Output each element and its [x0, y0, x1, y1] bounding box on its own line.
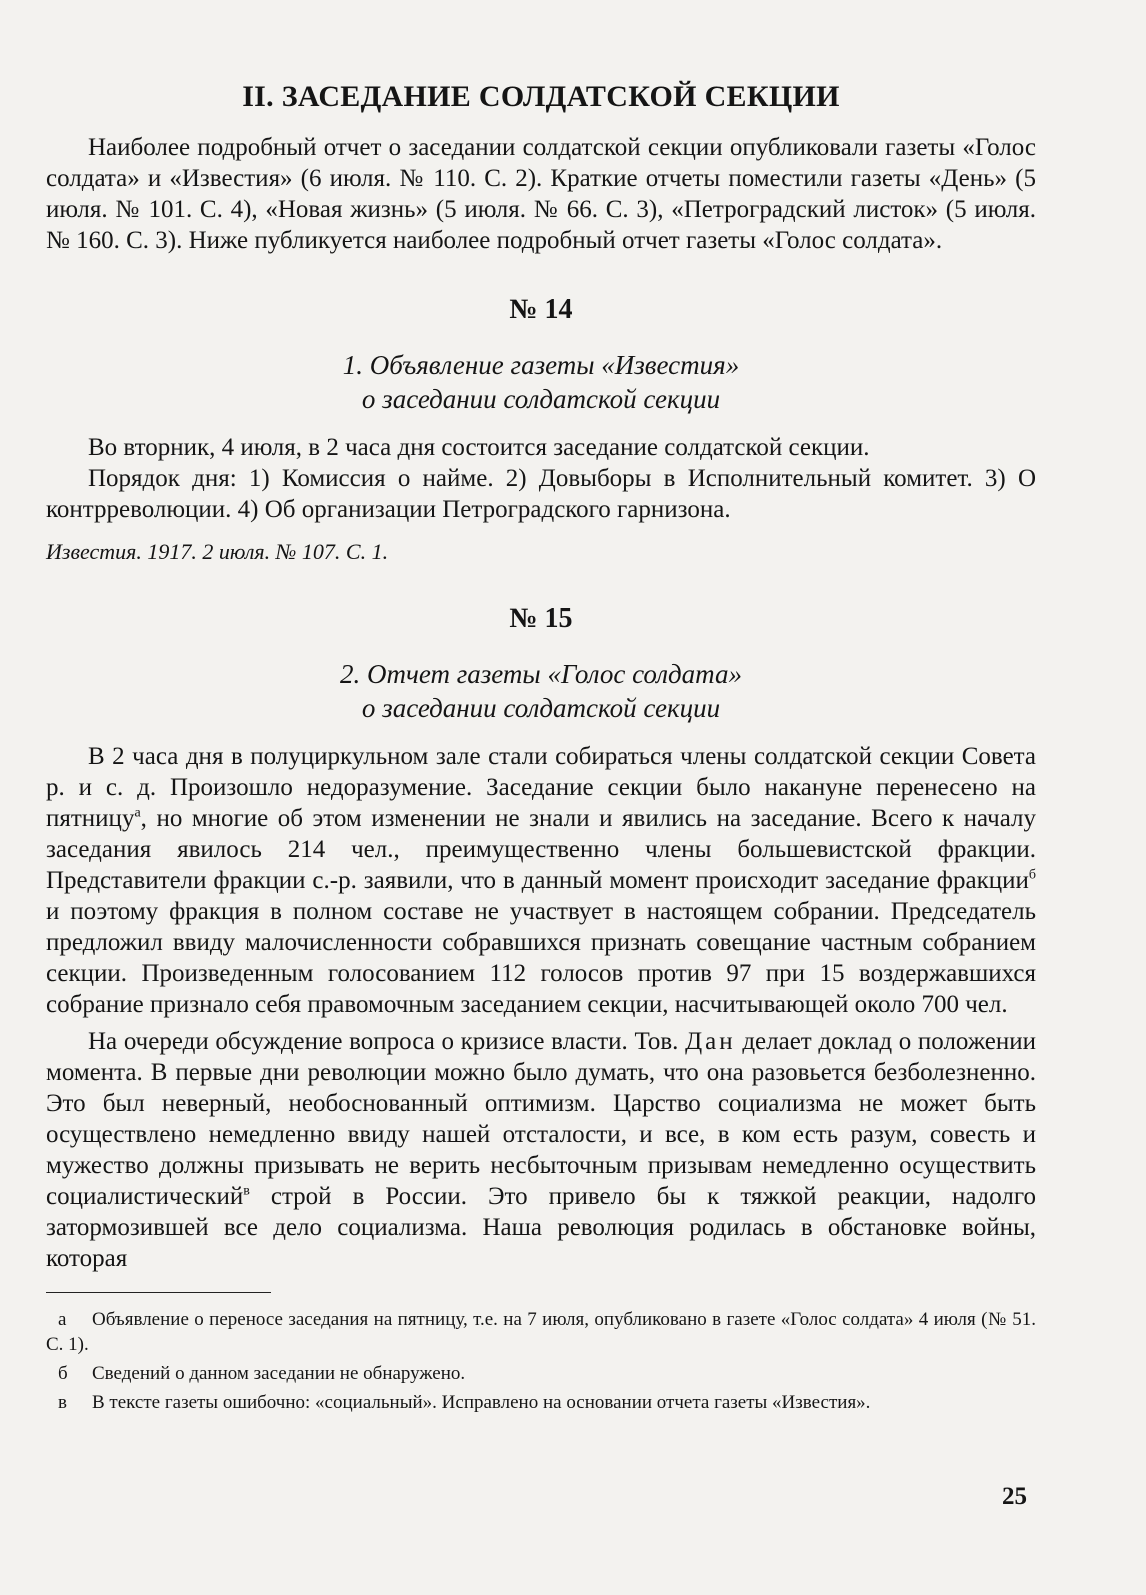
- document-15-title-line2: о заседании солдатской секции: [361, 693, 721, 723]
- page-number: 25: [1002, 1483, 1027, 1510]
- paragraph-text: и поэтому фракция в полном составе не участвует в настоящем собрании. Председатель предложил ввиду малочисленности собравшихся признать совещание частным собранием секции. Произведенным голосованием 112 голосов против 97 при 15 воздержавшихся собрание признало себя правомочным заседанием секции, насчитывающей около 700 чел.: [46, 898, 1036, 1018]
- document-15-title: [46, 657, 1036, 725]
- footnote-ref-a[interactable]: а: [134, 805, 141, 821]
- footnote-text: Сведений о данном заседании не обнаружено.: [92, 1363, 466, 1384]
- document-14-title-line1: 1. Объявление газеты «Известия»: [342, 350, 740, 380]
- footnote-a: [46, 1307, 1036, 1357]
- paragraph-text: строй в России. Это привело бы к тяжкой реакции, надолго затормозившей все дело социализма. Наша революция родилась в обстановке войны, которая: [46, 1183, 1036, 1272]
- page-content: [46, 80, 1036, 1419]
- footnote-b: [46, 1361, 1036, 1386]
- section-title: II. ЗАСЕДАНИЕ СОЛДАТСКОЙ СЕКЦИИ: [242, 80, 840, 113]
- footnote-mark: в: [58, 1392, 67, 1413]
- document-15-paragraph-2: [46, 1026, 1036, 1274]
- intro-paragraph: Наиболее подробный отчет о заседании солдатской секции опубликовали газеты «Голос солдата» и «Известия» (6 июля. № 110. С. 2). Краткие отчеты поместили газеты «День» (5 июля. № 101. С. 4), «Новая жизнь» (5 июля. № 66. С. 3), «Петроградский листок» (5 июля. № 160. С. 3). Ниже публикуется наиболее подробный отчет газеты «Голос солдата».: [46, 134, 1036, 254]
- paragraph-text: На очереди обсуждение вопроса о кризисе власти. Тов.: [88, 1028, 686, 1055]
- document-15-number: № 15: [509, 603, 573, 634]
- footnote-divider: [46, 1292, 271, 1293]
- footnote-mark: а: [58, 1309, 67, 1330]
- document-15-paragraph-1: [46, 741, 1036, 1020]
- document-14-number: № 14: [509, 294, 573, 325]
- footnotes: [46, 1292, 1036, 1415]
- speaker-name: Дан: [685, 1028, 736, 1055]
- footnote-mark: б: [58, 1363, 68, 1384]
- document-14-paragraph-2: Порядок дня: 1) Комиссия о найме. 2) Довыборы в Исполнительный комитет. 3) О контрреволюции. 4) Об организации Петроградского гарнизона.: [46, 465, 1036, 523]
- footnote-ref-v[interactable]: в: [243, 1183, 250, 1199]
- document-14-source: Известия. 1917. 2 июля. № 107. С. 1.: [46, 539, 389, 564]
- document-14-paragraph-1: Во вторник, 4 июля, в 2 часа дня состоится заседание солдатской секции.: [88, 434, 870, 461]
- footnote-ref-b[interactable]: б: [1028, 867, 1036, 883]
- paragraph-text: делает доклад о положении момента. В первые дни революции можно было думать, что она разовьется безболезненно. Это был неверный, необоснованный оптимизм. Царство социализма не может быть осуществлено немедленно ввиду нашей отсталости, и все, в ком есть разум, совесть и мужество должны призывать не верить несбыточным призывам немедленно осуществить социалистический: [46, 1028, 1036, 1210]
- paragraph-text: , но многие об этом изменении не знали и явились на заседание. Всего к началу заседания явилось 214 чел., преимущественно члены большевистской фракции. Представители фракции с.-р. заявили, что в данный момент происходит заседание фракции: [46, 805, 1036, 894]
- footnote-v: [46, 1390, 1036, 1415]
- document-15-title-line1: 2. Отчет газеты «Голос солдата»: [339, 659, 742, 689]
- document-14-title-line2: о заседании солдатской секции: [361, 384, 721, 414]
- footnote-text: В тексте газеты ошибочно: «социальный». Исправлено на основании отчета газеты «Известия».: [92, 1392, 871, 1413]
- paragraph-text: В 2 часа дня в полуциркульном зале стали собираться члены солдатской секции Совета р. и с. д. Произошло недоразумение. Заседание секции было накануне перенесено на пятницу: [46, 743, 1036, 832]
- document-14-title: [46, 348, 1036, 416]
- footnote-text: Объявление о переносе заседания на пятницу, т.е. на 7 июля, опубликовано в газете «Голос солдата» 4 июля (№ 51. С. 1).: [46, 1309, 1036, 1355]
